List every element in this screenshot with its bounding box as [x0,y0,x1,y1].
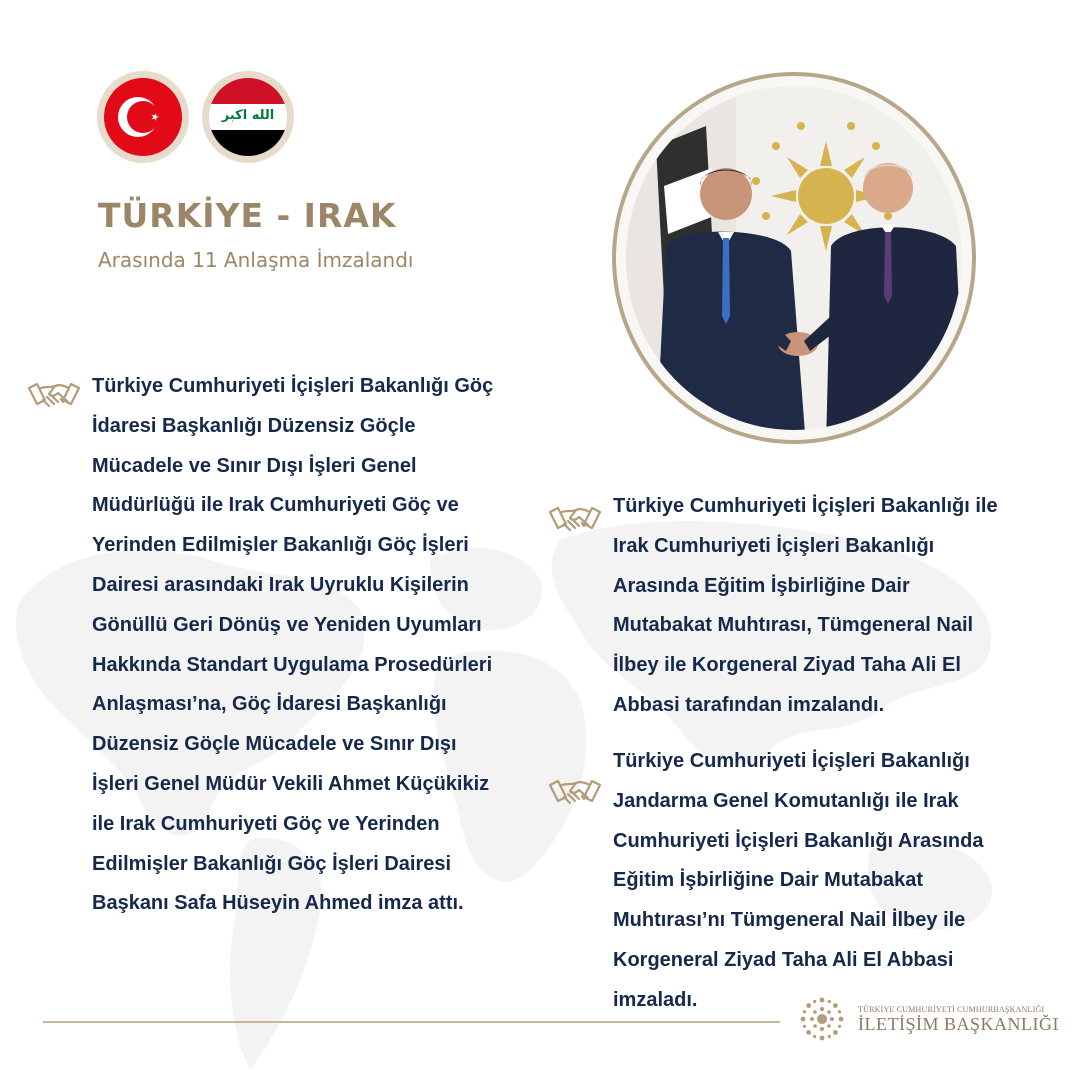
iraq-flag [202,71,294,163]
paragraph-line: Gönüllü Geri Dönüş ve Yeniden Uyumları [92,613,482,636]
paragraph-line: Muhtırası’nı Tümgeneral Nail İlbey ile [613,909,966,932]
paragraph-line: Düzensiz Göçle Mücadele ve Sınır Dışı [92,733,457,756]
crescent-star-icon [104,78,182,156]
agreement-paragraph-2 [613,487,1053,726]
page-title: TÜRKİYE - IRAK [98,196,397,235]
iletisim-emblem-icon [795,992,849,1046]
paragraph-line: Jandarma Genel Komutanlığı ile Irak [613,789,959,812]
paragraph-line: Arasında Eğitim İşbirliğine Dair [613,574,910,597]
paragraph-line: Türkiye Cumhuriyeti İçişleri Bakanlığı [613,750,970,772]
paragraph-line: Yerinden Edilmişler Bakanlığı Göç İşleri [92,534,469,557]
leaders-handshake-photo [612,72,976,444]
paragraph-line: İlbey ile Korgeneral Ziyad Taha Ali El [613,654,961,677]
handshake-photo-illustration [626,86,962,430]
paragraph-line: Eğitim İşbirliğine Dair Mutabakat [613,869,924,892]
paragraph-line: Müdürlüğü ile Irak Cumhuriyeti Göç ve [92,494,459,517]
iraq-flag-script: الله اكبر [221,108,275,123]
paragraph-line: Türkiye Cumhuriyeti İçişleri Bakanlığı Göç [92,375,494,397]
paragraph-line: Hakkında Standart Uygulama Prosedürleri [92,653,493,676]
paragraph-line: Korgeneral Ziyad Taha Ali El Abbasi [613,948,954,971]
agreement-paragraph-3 [613,742,1053,1021]
paragraph-line: Irak Cumhuriyeti İçişleri Bakanlığı [613,534,935,557]
paragraph-line: Mutabakat Muhtırası, Tümgeneral Nail [613,614,974,637]
paragraph-line: Başkanı Safa Hüseyin Ahmed imza attı. [92,892,464,915]
paragraph-line: İdaresi Başkanlığı Düzensiz Göçle [92,414,416,437]
logo-main-text: İLETİŞİM BAŞKANLIĞI [858,1014,1059,1034]
paragraph-line: Dairesi arasındaki Irak Uyruklu Kişilerin [92,573,469,596]
paragraph-line: Abbasi tarafından imzalandı. [613,693,885,716]
paragraph-line: imzaladı. [613,988,698,1011]
paragraph-line: Edilmişler Bakanlığı Göç İşleri Dairesi [92,852,452,875]
footer-divider [43,1021,780,1023]
logo-top-text: TÜRKİYE CUMHURİYETİ CUMHURBAŞKANLIĞI [858,1005,1045,1014]
paragraph-line: Anlaşması’na, Göç İdaresi Başkanlığı [92,693,447,716]
paragraph-line: ile Irak Cumhuriyeti Göç ve Yerinden [92,812,440,835]
turkey-flag [97,71,189,163]
paragraph-line: Cumhuriyeti İçişleri Bakanlığı Arasında [613,829,984,852]
handshake-icon [548,773,602,813]
handshake-icon [27,376,81,416]
page-subtitle: Arasında 11 Anlaşma İmzalandı [98,248,414,272]
paragraph-line: Türkiye Cumhuriyeti İçişleri Bakanlığı ile [613,495,998,517]
agreement-paragraph-1 [92,367,542,924]
handshake-icon [548,500,602,540]
paragraph-line: İşleri Genel Müdür Vekili Ahmet Küçükikiz [92,772,490,795]
paragraph-line: Mücadele ve Sınır Dışı İşleri Genel [92,454,417,477]
